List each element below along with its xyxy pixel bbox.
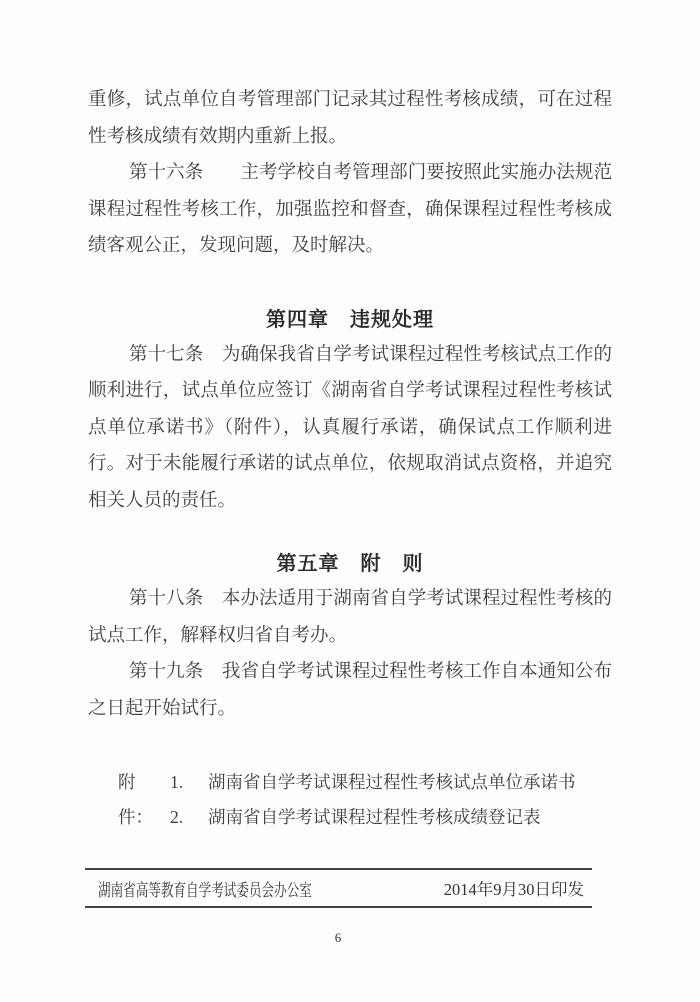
paragraph-article-19: 第十九条 我省自学考试课程过程性考核工作自本通知公布之日起开始试行。: [88, 662, 612, 719]
attachments-label: 附件：: [118, 772, 153, 827]
attachment-item: [118, 800, 612, 835]
attachment-number: 2.: [170, 807, 184, 827]
footer-row: [85, 870, 592, 906]
footer-issuer: 湖南省高等教育自学考试委员会办公室: [98, 880, 312, 900]
chapter-4-heading: 第四章 违规处理: [266, 308, 434, 331]
paragraph-continuation: 重修，试点单位自考管理部门记录其过程性考核成绩，可在过程性考核成绩有效期内重新上报。: [88, 90, 612, 147]
chapter-5-heading: 第五章 附 则: [276, 553, 424, 575]
attachment-text: 湖南省自学考试课程过程性考核成绩登记表: [208, 807, 541, 827]
page-number: 6: [334, 930, 342, 945]
paragraph-article-17: 第十七条 为确保我省自学考试课程过程性考核试点工作的顺利进行，试点单位应签订《湖南省自学考试课程过程性考核试点单位承诺书》（附件），认真履行承诺，确保试点工作顺利进行。对于未能履行承诺的试点单位，依规取消试点资格，并追究相关人员的责任。: [88, 344, 612, 511]
attachment-text: 湖南省自学考试课程过程性考核试点单位承诺书: [208, 772, 576, 792]
footer-bottom-rule: [85, 906, 592, 908]
footer-print-date: 2014年9月30日印发: [443, 880, 584, 899]
document-footer: [85, 868, 592, 908]
paragraph-article-18: 第十八条 本办法适用于湖南省自学考试课程过程性考核的试点工作，解释权归省自考办。: [88, 589, 612, 646]
attachments-block: [118, 765, 612, 835]
paragraph-article-16: 第十六条 主考学校自考管理部门要按照此实施办法规范课程过程性考核工作，加强监控和督查，确保课程过程性考核成绩客观公正，发现问题，及时解决。: [88, 163, 612, 256]
attachment-number: 1.: [170, 772, 184, 792]
